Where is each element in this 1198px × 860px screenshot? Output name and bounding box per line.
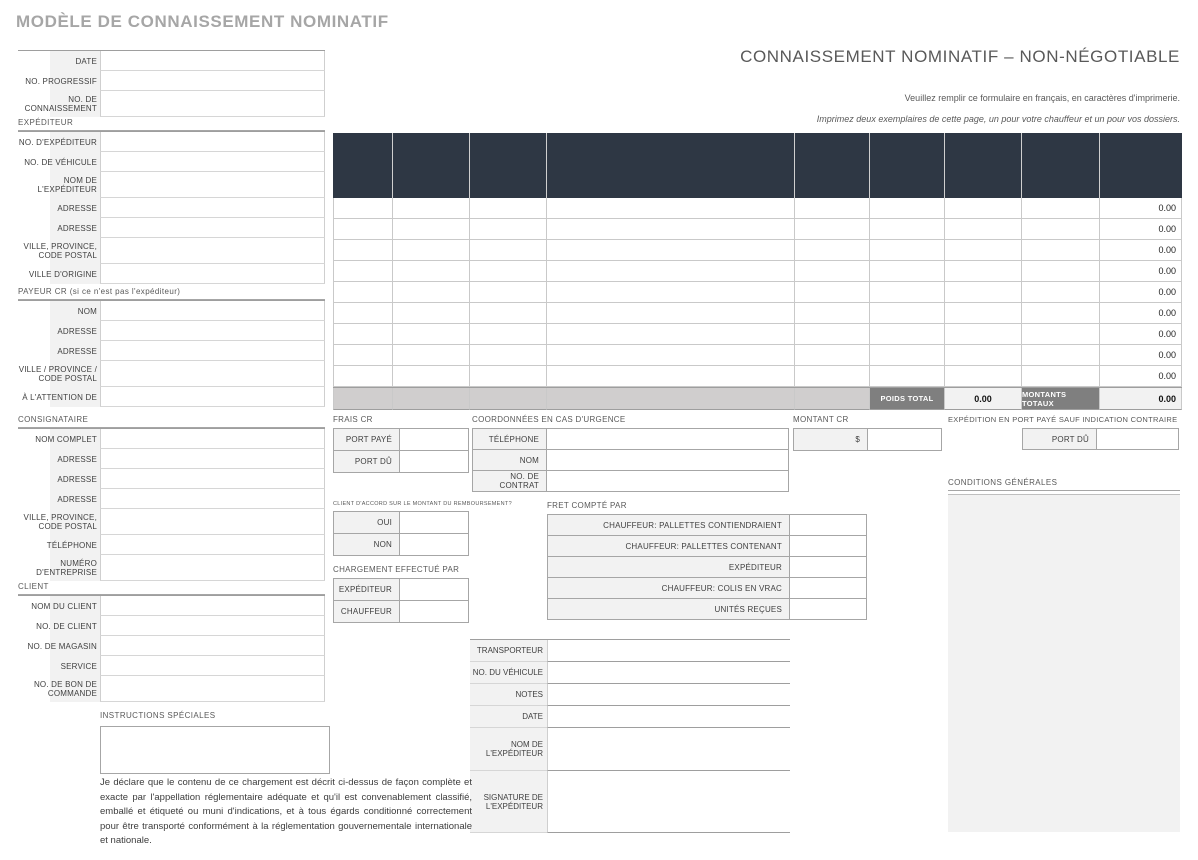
amount-cell: 0.00 bbox=[1100, 261, 1182, 282]
rate-cell[interactable] bbox=[1022, 345, 1100, 366]
package-type-cell[interactable] bbox=[393, 366, 470, 387]
hazmat-cell[interactable] bbox=[470, 282, 547, 303]
field-row bbox=[18, 596, 325, 616]
hazmat-cell[interactable] bbox=[470, 366, 547, 387]
class-cell[interactable] bbox=[795, 282, 870, 303]
section-title: MONTANT CR bbox=[793, 415, 849, 424]
column-header bbox=[795, 133, 870, 198]
table-header-row bbox=[333, 133, 1182, 198]
field-label: CHAUFFEUR bbox=[333, 600, 400, 623]
field-row bbox=[470, 684, 790, 706]
table-row bbox=[333, 219, 1182, 240]
package-type-cell[interactable] bbox=[393, 240, 470, 261]
checkbox-input[interactable] bbox=[399, 600, 469, 623]
field-row bbox=[470, 706, 790, 728]
total-amount-label: MONTANTS TOTAUX bbox=[1022, 388, 1100, 410]
units-cell[interactable] bbox=[333, 261, 393, 282]
goods-table bbox=[333, 133, 1182, 410]
field-input[interactable] bbox=[100, 152, 325, 172]
field-row bbox=[18, 264, 325, 284]
document-info-section bbox=[18, 50, 325, 117]
units-cell[interactable] bbox=[333, 324, 393, 345]
field-row bbox=[18, 71, 325, 91]
field-label: À L'ATTENTION DE bbox=[18, 387, 100, 407]
field-row bbox=[18, 489, 325, 509]
field-input[interactable] bbox=[100, 132, 325, 152]
field-input[interactable] bbox=[100, 676, 325, 702]
field-label: VILLE, PROVINCE, CODE POSTAL bbox=[18, 238, 100, 264]
units-cell[interactable] bbox=[333, 219, 393, 240]
field-label: TÉLÉPHONE bbox=[472, 428, 547, 450]
field-input[interactable] bbox=[100, 636, 325, 656]
field-row bbox=[18, 509, 325, 535]
package-type-cell[interactable] bbox=[393, 282, 470, 303]
class-cell[interactable] bbox=[795, 324, 870, 345]
column-header bbox=[393, 133, 470, 198]
description-cell[interactable] bbox=[547, 345, 795, 366]
conditions-box bbox=[948, 494, 1180, 832]
freight-payer-section bbox=[18, 287, 325, 407]
field-input[interactable] bbox=[100, 429, 325, 449]
field-input[interactable] bbox=[100, 238, 325, 264]
units-cell[interactable] bbox=[333, 303, 393, 324]
section-title: FRAIS CR bbox=[333, 415, 373, 424]
field-label: TÉLÉPHONE bbox=[18, 535, 100, 555]
weight-cell[interactable] bbox=[945, 282, 1022, 303]
field-row bbox=[18, 218, 325, 238]
field-label: DATE bbox=[18, 51, 100, 71]
footer-empty-cell bbox=[393, 388, 470, 410]
form-heading: CONNAISSEMENT NOMINATIF – NON-NÉGOTIABLE bbox=[740, 47, 1180, 66]
units-cell[interactable] bbox=[333, 345, 393, 366]
units-cell[interactable] bbox=[333, 198, 393, 219]
rate-cell[interactable] bbox=[1022, 261, 1100, 282]
field-input[interactable] bbox=[399, 450, 469, 473]
table-row bbox=[333, 282, 1182, 303]
amount-cell: 0.00 bbox=[1100, 366, 1182, 387]
nmfc-cell[interactable] bbox=[870, 261, 945, 282]
hazmat-cell[interactable] bbox=[470, 345, 547, 366]
rate-cell[interactable] bbox=[1022, 282, 1100, 303]
checkbox-input[interactable] bbox=[789, 598, 867, 620]
section-title: CLIENT D'ACCORD SUR LE MONTANT DU REMBOURSEMENT? bbox=[333, 501, 512, 507]
field-row bbox=[470, 640, 790, 662]
weight-cell[interactable] bbox=[945, 324, 1022, 345]
field-row bbox=[333, 511, 512, 534]
fill-instruction: Veuillez remplir ce formulaire en français, en caractères d'imprimerie. bbox=[904, 93, 1180, 103]
rate-cell[interactable] bbox=[1022, 303, 1100, 324]
amount-cell: 0.00 bbox=[1100, 303, 1182, 324]
field-input[interactable] bbox=[100, 341, 325, 361]
field-row bbox=[18, 91, 325, 117]
class-cell[interactable] bbox=[795, 198, 870, 219]
field-input[interactable] bbox=[100, 449, 325, 469]
description-cell[interactable] bbox=[547, 219, 795, 240]
field-row bbox=[18, 616, 325, 636]
cod-agreement-section bbox=[333, 501, 512, 556]
customer-section bbox=[18, 582, 325, 702]
weight-cell[interactable] bbox=[945, 198, 1022, 219]
table-body bbox=[333, 198, 1182, 387]
amount-cell: 0.00 bbox=[1100, 198, 1182, 219]
field-input[interactable] bbox=[399, 428, 469, 451]
field-row bbox=[18, 469, 325, 489]
column-header bbox=[945, 133, 1022, 198]
field-label: NO. DE CLIENT bbox=[18, 616, 100, 636]
special-instructions-input[interactable] bbox=[100, 726, 330, 774]
description-cell[interactable] bbox=[547, 240, 795, 261]
field-row bbox=[547, 514, 867, 536]
field-label: EXPÉDITEUR bbox=[547, 556, 790, 578]
amount-cell: 0.00 bbox=[1100, 240, 1182, 261]
table-footer-row bbox=[333, 387, 1182, 410]
field-row bbox=[18, 172, 325, 198]
field-row bbox=[18, 301, 325, 321]
consignee-section bbox=[18, 415, 325, 581]
class-cell[interactable] bbox=[795, 219, 870, 240]
carrier-signature-section bbox=[470, 639, 790, 833]
field-label: NO. DU VÉHICULE bbox=[470, 662, 547, 684]
weight-cell[interactable] bbox=[945, 240, 1022, 261]
field-input[interactable] bbox=[546, 470, 789, 492]
field-input[interactable] bbox=[547, 728, 790, 771]
table-row bbox=[333, 303, 1182, 324]
class-cell[interactable] bbox=[795, 366, 870, 387]
field-input[interactable] bbox=[100, 51, 325, 71]
field-input[interactable] bbox=[100, 361, 325, 387]
column-header bbox=[1100, 133, 1182, 198]
checkbox-input[interactable] bbox=[789, 556, 867, 578]
field-row bbox=[547, 535, 867, 557]
field-row bbox=[18, 676, 325, 702]
field-row bbox=[472, 470, 789, 492]
field-row bbox=[18, 535, 325, 555]
field-row bbox=[18, 429, 325, 449]
class-cell[interactable] bbox=[795, 240, 870, 261]
units-cell[interactable] bbox=[333, 240, 393, 261]
checkbox-input[interactable] bbox=[789, 535, 867, 557]
field-label: NOM bbox=[18, 301, 100, 321]
field-label: NO. DE VÉHICULE bbox=[18, 152, 100, 172]
description-cell[interactable] bbox=[547, 324, 795, 345]
field-row bbox=[18, 656, 325, 676]
field-input[interactable] bbox=[547, 706, 790, 728]
hazmat-cell[interactable] bbox=[470, 219, 547, 240]
shipper-declaration-text: Je déclare que le contenu de ce chargement est décrit ci-dessus de façon complète et exacte par l'appellation réglementaire adéquate et qu'il est convenablement classifié, emballé et étiqueté ou muni d'indications, et à tous égards conditionné correctement pour être transporté conformément à la réglementation gouvernementale internationale et nationale. bbox=[100, 777, 472, 846]
description-cell[interactable] bbox=[547, 282, 795, 303]
field-label: NOM DU CLIENT bbox=[18, 596, 100, 616]
field-label: ADRESSE bbox=[18, 321, 100, 341]
field-label: ADRESSE bbox=[18, 341, 100, 361]
print-instruction: Imprimez deux exemplaires de cette page, un pour votre chauffeur et un pour vos dossiers. bbox=[816, 114, 1180, 124]
rate-cell[interactable] bbox=[1022, 219, 1100, 240]
field-input[interactable] bbox=[100, 301, 325, 321]
amount-cell: 0.00 bbox=[1100, 324, 1182, 345]
footer-empty-cell bbox=[795, 388, 870, 410]
field-input[interactable] bbox=[100, 172, 325, 198]
field-input[interactable] bbox=[547, 771, 790, 833]
field-input[interactable] bbox=[100, 387, 325, 407]
amount-cell: 0.00 bbox=[1100, 345, 1182, 366]
package-type-cell[interactable] bbox=[393, 198, 470, 219]
package-type-cell[interactable] bbox=[393, 261, 470, 282]
checkbox-input[interactable] bbox=[399, 533, 469, 556]
page-title: MODÈLE DE CONNAISSEMENT NOMINATIF bbox=[16, 12, 389, 31]
field-row bbox=[470, 662, 790, 684]
nmfc-cell[interactable] bbox=[870, 198, 945, 219]
checkbox-input[interactable] bbox=[399, 511, 469, 534]
nmfc-cell[interactable] bbox=[870, 303, 945, 324]
section-title: PAYEUR CR (si ce n'est pas l'expéditeur) bbox=[18, 287, 325, 300]
field-row bbox=[793, 428, 942, 451]
field-label: UNITÉS REÇUES bbox=[547, 598, 790, 620]
checkbox-input[interactable] bbox=[789, 577, 867, 599]
column-header bbox=[470, 133, 547, 198]
footer-empty-cell bbox=[470, 388, 547, 410]
field-row bbox=[18, 387, 325, 407]
class-cell[interactable] bbox=[795, 303, 870, 324]
field-label: TRANSPORTEUR bbox=[470, 640, 547, 662]
general-conditions-section bbox=[948, 478, 1180, 832]
section-title: CLIENT bbox=[18, 582, 325, 595]
field-label: NOM DE L'EXPÉDITEUR bbox=[18, 172, 100, 198]
field-label: NOM DE L'EXPÉDITEUR bbox=[470, 728, 547, 771]
field-label: SERVICE bbox=[18, 656, 100, 676]
field-row bbox=[18, 341, 325, 361]
field-input[interactable] bbox=[100, 656, 325, 676]
rate-cell[interactable] bbox=[1022, 198, 1100, 219]
freight-counted-section bbox=[547, 501, 867, 620]
hazmat-cell[interactable] bbox=[470, 324, 547, 345]
section-title: CHARGEMENT EFFECTUÉ PAR bbox=[333, 565, 460, 574]
field-row bbox=[18, 321, 325, 341]
field-label: SIGNATURE DE L'EXPÉDITEUR bbox=[470, 771, 547, 833]
field-row bbox=[18, 555, 325, 581]
units-cell[interactable] bbox=[333, 366, 393, 387]
section-title: FRET COMPTÉ PAR bbox=[547, 501, 627, 510]
field-row bbox=[547, 598, 867, 620]
field-row bbox=[333, 450, 469, 473]
hazmat-cell[interactable] bbox=[470, 303, 547, 324]
field-label: ADRESSE bbox=[18, 218, 100, 238]
field-input[interactable] bbox=[100, 71, 325, 91]
checkbox-input[interactable] bbox=[789, 514, 867, 536]
field-input[interactable] bbox=[1096, 428, 1179, 450]
nmfc-cell[interactable] bbox=[870, 219, 945, 240]
field-row bbox=[18, 132, 325, 152]
field-row bbox=[18, 361, 325, 387]
package-type-cell[interactable] bbox=[393, 303, 470, 324]
field-label: CHAUFFEUR: COLIS EN VRAC bbox=[547, 577, 790, 599]
loaded-by-section bbox=[333, 565, 469, 623]
total-weight-value: 0.00 bbox=[945, 388, 1022, 410]
weight-cell[interactable] bbox=[945, 261, 1022, 282]
field-row bbox=[472, 449, 789, 471]
nmfc-cell[interactable] bbox=[870, 345, 945, 366]
rate-cell[interactable] bbox=[1022, 324, 1100, 345]
class-cell[interactable] bbox=[795, 261, 870, 282]
field-row bbox=[472, 428, 789, 450]
field-input[interactable] bbox=[547, 662, 790, 684]
units-cell[interactable] bbox=[333, 282, 393, 303]
field-row bbox=[333, 600, 469, 623]
field-row bbox=[1022, 428, 1180, 450]
field-label: OUI bbox=[333, 511, 400, 534]
hazmat-cell[interactable] bbox=[470, 198, 547, 219]
field-label: CHAUFFEUR: PALLETTES CONTENANT bbox=[547, 535, 790, 557]
field-input[interactable] bbox=[100, 218, 325, 238]
field-label: VILLE D'ORIGINE bbox=[18, 264, 100, 284]
field-label: NO. DE CONTRAT bbox=[472, 470, 547, 492]
field-row bbox=[18, 198, 325, 218]
field-label: ADRESSE bbox=[18, 449, 100, 469]
field-row bbox=[333, 533, 512, 556]
field-row bbox=[547, 556, 867, 578]
freight-charges-section bbox=[333, 415, 469, 473]
table-row bbox=[333, 366, 1182, 387]
field-label: ADRESSE bbox=[18, 469, 100, 489]
currency-label: $ bbox=[793, 428, 868, 451]
field-label: ADRESSE bbox=[18, 198, 100, 218]
shipper-section bbox=[18, 118, 325, 284]
section-title: CONDITIONS GÉNÉRALES bbox=[948, 478, 1180, 491]
field-input[interactable] bbox=[100, 535, 325, 555]
hazmat-cell[interactable] bbox=[470, 240, 547, 261]
checkbox-input[interactable] bbox=[399, 578, 469, 601]
field-label: PORT DÛ bbox=[1022, 428, 1097, 450]
rate-cell[interactable] bbox=[1022, 366, 1100, 387]
field-label: VILLE / PROVINCE / CODE POSTAL bbox=[18, 361, 100, 387]
field-row bbox=[18, 238, 325, 264]
field-input[interactable] bbox=[547, 640, 790, 662]
field-input[interactable] bbox=[547, 684, 790, 706]
field-label: NOTES bbox=[470, 684, 547, 706]
footer-empty-cell bbox=[333, 388, 393, 410]
field-row bbox=[333, 428, 469, 451]
field-label: NOM bbox=[472, 449, 547, 471]
description-cell[interactable] bbox=[547, 261, 795, 282]
field-input[interactable] bbox=[100, 555, 325, 581]
special-instructions-section bbox=[100, 711, 330, 774]
field-label: PORT PAYÉ bbox=[333, 428, 400, 451]
field-label: NUMÉRO D'ENTREPRISE bbox=[18, 555, 100, 581]
rate-cell[interactable] bbox=[1022, 240, 1100, 261]
field-label: EXPÉDITEUR bbox=[333, 578, 400, 601]
weight-cell[interactable] bbox=[945, 366, 1022, 387]
field-row bbox=[18, 636, 325, 656]
field-label: NO. DE MAGASIN bbox=[18, 636, 100, 656]
description-cell[interactable] bbox=[547, 303, 795, 324]
amount-cell: 0.00 bbox=[1100, 219, 1182, 240]
field-input[interactable] bbox=[100, 596, 325, 616]
table-row bbox=[333, 345, 1182, 366]
amount-cell: 0.00 bbox=[1100, 282, 1182, 303]
section-title: EXPÉDITEUR bbox=[18, 118, 325, 131]
section-title: COORDONNÉES EN CAS D'URGENCE bbox=[472, 415, 626, 424]
nmfc-cell[interactable] bbox=[870, 282, 945, 303]
description-cell[interactable] bbox=[547, 198, 795, 219]
field-label: NON bbox=[333, 533, 400, 556]
field-label: NOM COMPLET bbox=[18, 429, 100, 449]
field-row bbox=[18, 51, 325, 71]
section-title: INSTRUCTIONS SPÉCIALES bbox=[100, 711, 216, 720]
class-cell[interactable] bbox=[795, 345, 870, 366]
prepaid-shipment-section bbox=[948, 415, 1180, 450]
field-input[interactable] bbox=[100, 91, 325, 117]
field-label: VILLE, PROVINCE, CODE POSTAL bbox=[18, 509, 100, 535]
field-row bbox=[470, 728, 790, 771]
hazmat-cell[interactable] bbox=[470, 261, 547, 282]
package-type-cell[interactable] bbox=[393, 345, 470, 366]
nmfc-cell[interactable] bbox=[870, 240, 945, 261]
field-label: DATE bbox=[470, 706, 547, 728]
field-input[interactable] bbox=[100, 616, 325, 636]
weight-cell[interactable] bbox=[945, 303, 1022, 324]
section-title: CONSIGNATAIRE bbox=[18, 415, 325, 428]
field-input[interactable] bbox=[100, 198, 325, 218]
cod-amount-section bbox=[793, 415, 942, 451]
field-row bbox=[18, 449, 325, 469]
field-label: NO. DE CONNAISSEMENT bbox=[18, 91, 100, 117]
field-row bbox=[333, 578, 469, 601]
package-type-cell[interactable] bbox=[393, 219, 470, 240]
field-label: CHAUFFEUR: PALLETTES CONTIENDRAIENT bbox=[547, 514, 790, 536]
field-row bbox=[18, 152, 325, 172]
field-input[interactable] bbox=[546, 449, 789, 471]
weight-cell[interactable] bbox=[945, 219, 1022, 240]
package-type-cell[interactable] bbox=[393, 324, 470, 345]
description-cell[interactable] bbox=[547, 366, 795, 387]
field-input[interactable] bbox=[546, 428, 789, 450]
column-header bbox=[870, 133, 945, 198]
nmfc-cell[interactable] bbox=[870, 324, 945, 345]
column-header bbox=[333, 133, 393, 198]
field-label: NO. PROGRESSIF bbox=[18, 71, 100, 91]
emergency-contact-section bbox=[472, 415, 789, 492]
table-row bbox=[333, 198, 1182, 219]
table-row bbox=[333, 324, 1182, 345]
field-input[interactable] bbox=[100, 264, 325, 284]
section-title: EXPÉDITION EN PORT PAYÉ SAUF INDICATION CONTRAIRE bbox=[948, 415, 1178, 424]
footer-empty-cell bbox=[547, 388, 795, 410]
column-header bbox=[547, 133, 795, 198]
field-row bbox=[470, 771, 790, 833]
field-input[interactable] bbox=[100, 489, 325, 509]
field-input[interactable] bbox=[100, 321, 325, 341]
field-input[interactable] bbox=[100, 469, 325, 489]
table-row bbox=[333, 261, 1182, 282]
total-weight-label: POIDS TOTAL bbox=[870, 388, 945, 410]
field-label: PORT DÛ bbox=[333, 450, 400, 473]
total-amount-value: 0.00 bbox=[1100, 388, 1182, 410]
column-header bbox=[1022, 133, 1100, 198]
table-row bbox=[333, 240, 1182, 261]
weight-cell[interactable] bbox=[945, 345, 1022, 366]
field-row bbox=[547, 577, 867, 599]
field-label: NO. D'EXPÉDITEUR bbox=[18, 132, 100, 152]
field-label: ADRESSE bbox=[18, 489, 100, 509]
field-input[interactable] bbox=[100, 509, 325, 535]
field-label: NO. DE BON DE COMMANDE bbox=[18, 676, 100, 702]
field-input[interactable] bbox=[867, 428, 942, 451]
nmfc-cell[interactable] bbox=[870, 366, 945, 387]
